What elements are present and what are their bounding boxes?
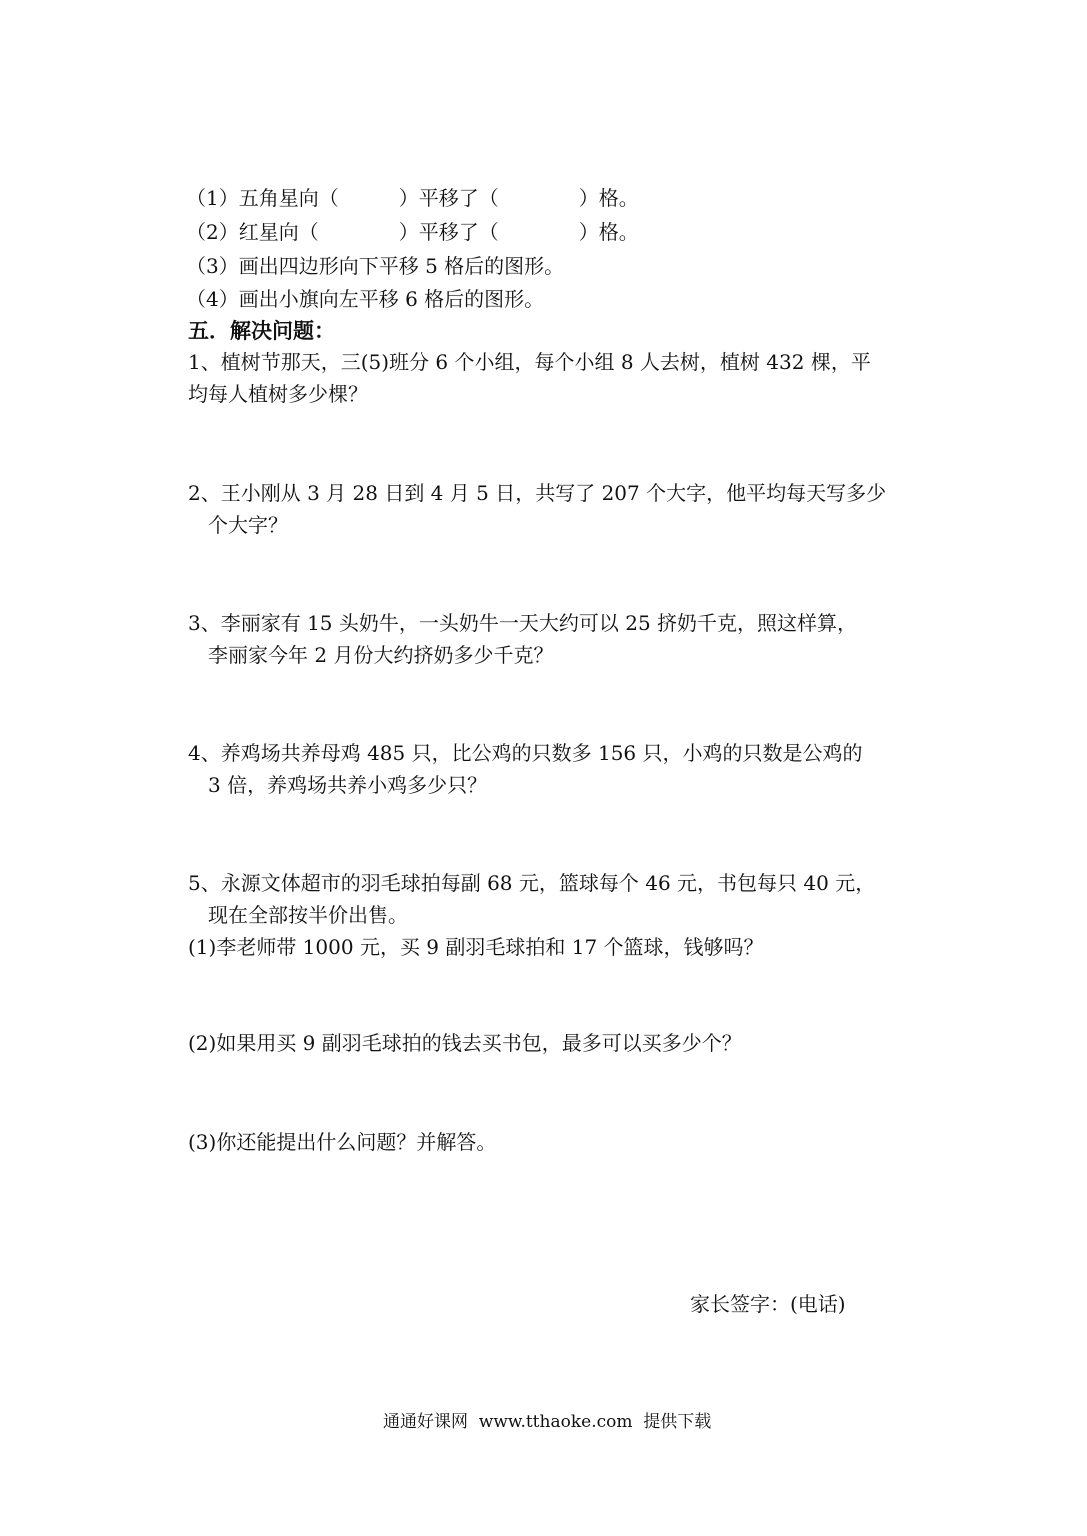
problem-1-line-2: 均每人植树多少棵？ [188, 382, 368, 406]
part4-question-2: （2）红星向（ ）平移了（ ）格。 [186, 220, 639, 244]
problem-5-sub-3: (3)你还能提出什么问题？并解答。 [188, 1130, 497, 1154]
part4-question-3: （3）画出四边形向下平移 5 格后的图形。 [186, 254, 565, 278]
problem-3-line-1: 3、李丽家有 15 头奶牛，一头奶牛一天大约可以 25 挤奶千克，照这样算， [188, 611, 858, 635]
problem-5-sub-2: (2)如果用买 9 副羽毛球拍的钱去买书包，最多可以买多少个？ [188, 1031, 742, 1055]
problem-2-line-1: 2、王小刚从 3 月 28 日到 4 月 5 日，共写了 207 个大字，他平均每天写多少 [188, 481, 887, 505]
problem-5-line-2: 现在全部按半价出售。 [208, 903, 408, 927]
problem-1-line-1: 1、植树节那天，三(5)班分 6 个小组，每个小组 8 人去树，植树 432 棵，平 [188, 350, 871, 374]
part4-question-1: （1）五角星向（ ）平移了（ ）格。 [186, 186, 639, 210]
problem-4-line-1: 4、养鸡场共养母鸡 485 只，比公鸡的只数多 156 只，小鸡的只数是公鸡的 [188, 741, 863, 765]
part4-question-4: （4）画出小旗向左平移 6 格后的图形。 [186, 287, 545, 311]
problem-5-sub-1: (1)李老师带 1000 元，买 9 副羽毛球拍和 17 个篮球，钱够吗？ [188, 935, 764, 959]
problem-3-line-2: 李丽家今年 2 月份大约挤奶多少千克？ [208, 643, 554, 667]
parent-signature: 家长签字：(电话) [690, 1292, 846, 1316]
problem-2-line-2: 个大字？ [208, 513, 288, 537]
section-heading-solve-problems: 五．解决问题： [188, 319, 335, 343]
problem-4-line-2: 3 倍，养鸡场共养小鸡多少只？ [208, 773, 488, 797]
footer-credit: 通通好课网 www.tthaoke.com 提供下载 [383, 1412, 712, 1432]
problem-5-line-1: 5、永源文体超市的羽毛球拍每副 68 元，篮球每个 46 元，书包每只 40 元， [188, 871, 876, 895]
